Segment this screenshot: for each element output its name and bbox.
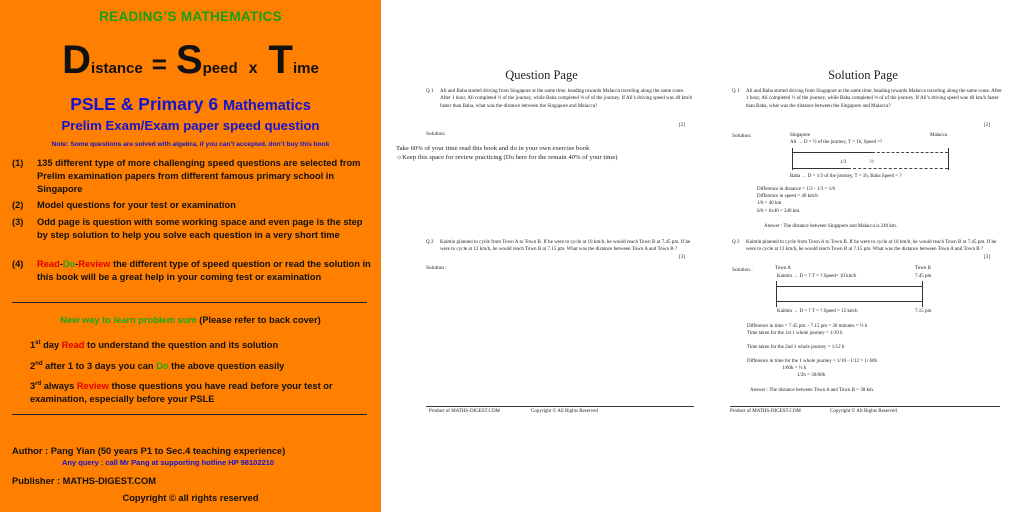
answer-1: Answer : The distance between Singapore and Malacca is 240 km. [764, 224, 898, 229]
point-2 [12, 199, 372, 212]
point-number: (3) [12, 217, 24, 227]
question-marks: [2] [679, 122, 685, 128]
review-word: Review [78, 259, 111, 269]
formula-t: T [268, 38, 293, 82]
publisher-line: Publisher : MATHS-DIGEST.COM [12, 476, 156, 486]
page-title: Question Page [505, 68, 578, 82]
question-1 [426, 88, 694, 110]
work-1-line: Difference in speed = 40 km/h [757, 194, 818, 199]
day-2 [30, 358, 370, 373]
footer-left: Product of MATHS-DIGEST.COM [730, 409, 801, 414]
day-keyword: Review [76, 381, 109, 392]
work-2-line: Difference in time = 7.45 pm. - 7.15 pm = 30 minutes = ½ h [747, 324, 868, 329]
psle-main: PSLE & Primary 6 [70, 94, 219, 114]
ali-arrow [792, 152, 872, 153]
solution-page [702, 0, 1024, 512]
read-word: Read [37, 259, 60, 269]
question-marks: [3] [984, 254, 990, 260]
solution-label: Solution: [732, 133, 752, 139]
day-ordinal: 1 [30, 340, 36, 351]
divider [12, 302, 367, 303]
point-text: Model questions for your test or examination [37, 200, 236, 210]
footer-left: Product of MATHS-DIGEST.COM [429, 409, 500, 414]
point-number: (2) [12, 200, 24, 210]
ali-row: Ali → D = ½ of the journey, T = 1h, Speed =? [790, 140, 883, 145]
solution-label: Solution : [732, 267, 753, 273]
divider [12, 414, 367, 415]
label-town-a: Town A [775, 266, 791, 271]
dash: - [75, 259, 79, 269]
day-post: the above question easily [168, 361, 285, 372]
day-post: to understand the question and its solution [84, 340, 279, 351]
start-line [776, 281, 777, 307]
time-2: 7.15 pm [915, 309, 932, 314]
formula-d-rest: istance [91, 60, 143, 77]
label-town-b: Town B [915, 266, 931, 271]
work-2-line: Time taken for the 2nd 1 whole journey = 1/12 h [747, 345, 845, 350]
book-cover-panel [0, 0, 381, 512]
brand-title: READING’S MATHEMATICS [99, 9, 282, 24]
point-text: Odd page is question with some working space and even page is the step by step solution to help you solve each question in a very short time [37, 217, 363, 240]
prelim-heading: Prelim Exam/Exam paper speed question [61, 118, 320, 133]
question-2 [426, 239, 694, 254]
point-number: (1) [12, 158, 24, 168]
take-line: Take 60% of your time read this book and do in your own exercise book [396, 145, 590, 152]
dash: - [59, 259, 63, 269]
point-4 [12, 258, 372, 284]
day-suffix: st [35, 340, 41, 346]
point-text [37, 258, 372, 284]
formula-heading [0, 38, 381, 83]
day-post: those questions you have read before your test or examination, especially before your PSLE [30, 381, 333, 405]
day-pre: always [41, 381, 77, 392]
psle-heading [0, 94, 381, 115]
formula-d: D [62, 38, 92, 82]
formula-times: x [248, 60, 258, 77]
day-keyword: Read [61, 340, 85, 351]
day-3 [30, 378, 370, 406]
end-line [948, 148, 949, 170]
day-ordinal: 3 [30, 381, 36, 392]
solution-label: Solution : [426, 265, 447, 271]
question-page [381, 0, 702, 512]
question-2 [732, 239, 1002, 254]
formula-s-rest: peed [202, 60, 238, 77]
day-suffix: nd [35, 361, 43, 367]
work-2-line: Time taken for the 1st 1 whole journey = 1/10 h [747, 331, 843, 336]
new-way-heading [0, 315, 381, 325]
solution-label: Solution: [426, 131, 446, 137]
hotline-line: Any query : call Mr Pang at supporting hotline HP 98102210 [62, 458, 274, 467]
question-number: Q 1 [732, 88, 740, 94]
work-1-line: 6/6 = 6x40 = 240 km. [757, 209, 801, 214]
end-line [922, 281, 923, 307]
new-way-green: New way to learn problem sum [60, 315, 197, 325]
point-text: 135 different type of more challenging speed questions are selected from Prelim examination papers from different famous primary school in Singapore [37, 158, 361, 194]
keep-line: ☼Keep this space for review practicing (Do here for the remain 40% of your time) [396, 153, 618, 161]
time-1: 7.45 pm [915, 274, 932, 279]
label-third: 1/3 [840, 160, 847, 165]
do-word: Do [62, 259, 76, 269]
answer-2: Answer : The distance between Town A and Town B = 30 km. [750, 388, 875, 393]
point-number: (4) [12, 259, 24, 269]
page-title: Solution Page [828, 68, 898, 82]
instruction-block [396, 145, 618, 162]
question-text: Ali and Baba started driving from Singapore at the same time, heading towards Malacca traveling along the same route. After 1 hour, Ali completed ½ of the journey, while Baba completed ⅓ of of the journey. If Ali’s driving speed was 40 km/h faster than Baba, what was the distance between the Singapore and Malacca? [746, 88, 1002, 109]
psle-math: Mathematics [222, 98, 311, 114]
question-1 [732, 88, 1002, 110]
question-text: Ali and Baba started driving from Singapore at the same time, heading towards Malacca traveling along the same route. After 1 hour, Ali completed ½ of the journey, while Baba completed ⅓ of of the journey. If Ali’s driving speed was 40 km/h faster than Baba, what was the distance between the Singapore and Malacca? [440, 88, 693, 109]
formula-s: S [175, 38, 203, 82]
work-2-line: Difference in time for the 1 whole journey = 1/10 - 1/12 = 1/ 60h [747, 359, 877, 364]
kaimin-row-2: Kaimin → D = ? T = ? Speed = 12 km/h [777, 309, 858, 314]
footer-right: Copyright © All Rights Reserved [531, 409, 598, 414]
day-keyword: Do [156, 361, 169, 372]
point-3 [12, 216, 372, 242]
point-rest: the different type of speed question or read the solution in this book will be a great help in your coming test or examination [37, 259, 371, 282]
point-1 [12, 157, 372, 196]
kaimin-row-1: Kaimin → D = ? T = ? Speed= 10 km/h [777, 274, 857, 279]
question-text: Kaimin planned to cycle from Town A to Town B. If he were to cycle at 10 km/h, he would reach Town B at 7.45 pm. If he were to cycle at 12 km/h, he would reach Town B at 7.15 pm. What was the distance between Town A and Town B ? [440, 239, 691, 253]
footer-rule [730, 406, 1000, 407]
work-2-line: 1/60h = ½ h [782, 366, 807, 371]
baba-remaining [848, 168, 948, 169]
work-2-line: 1/2h = 30/60h [797, 373, 826, 378]
day-1 [30, 337, 370, 352]
cover-copyright: Copyright © all rights reserved [122, 493, 259, 503]
formula-equals: = [151, 49, 167, 79]
label-half: ½ [870, 160, 874, 165]
question-number: Q 1 [426, 88, 434, 94]
new-way-rest: (Please refer to back cover) [196, 315, 321, 325]
question-number: Q 2 [426, 239, 434, 245]
day-ordinal: 2 [30, 361, 36, 372]
baba-arrow [792, 168, 848, 169]
work-1-line: Difference in distance = 1/2 - 1/3 = 1/6 [757, 187, 836, 192]
day-suffix: rd [35, 381, 42, 387]
cover-note: Note: Some questions are solved with algebra, if you can’t accepted, don’t buy this book [51, 141, 330, 148]
author-line: Author : Pang Yian (50 years P1 to Sec.4 teaching experience) [12, 446, 286, 456]
ali-remaining [872, 152, 948, 153]
trip-1-arrow [776, 286, 922, 287]
label-singapore: Singapore [790, 133, 811, 138]
label-malacca: Malacca [930, 133, 947, 138]
day-pre: day [40, 340, 62, 351]
baba-row: Baba → D = 1/3 of the journey, T = 1h, Baba Speed = ? [790, 174, 902, 179]
footer-right: Copyright © All Rights Reserved [830, 409, 897, 414]
question-marks: [3] [679, 254, 685, 260]
trip-2-arrow [776, 301, 922, 302]
question-number: Q 2 [732, 239, 740, 245]
formula-t-rest: ime [292, 60, 319, 77]
day-pre: after 1 to 3 days you can [42, 361, 157, 372]
footer-rule [426, 406, 694, 407]
work-1-line: 1/6 = 40 km [757, 201, 782, 206]
question-text: Kaimin planned to cycle from Town A to Town B. If he were to cycle at 10 km/h, he would reach Town B at 7.45 pm. If he were to cycle at 12 km/h, he would reach Town B at 7.15 pm. What was the distance between Town A and Town B ? [746, 239, 997, 253]
question-marks: [2] [984, 122, 990, 128]
